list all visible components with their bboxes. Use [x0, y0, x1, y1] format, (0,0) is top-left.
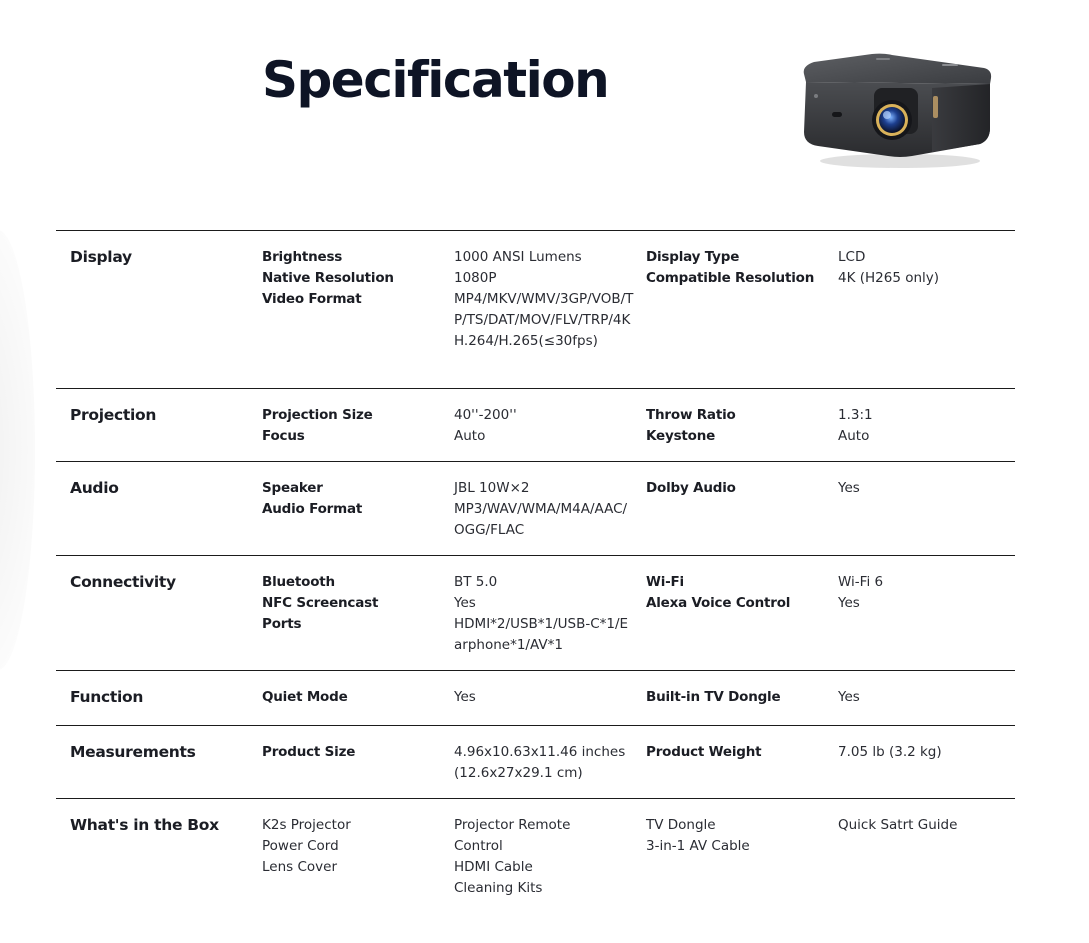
spec-row-measurements — [56, 726, 1015, 799]
spec-label: Audio Format — [262, 501, 363, 517]
box-item: HDMI Cable — [454, 859, 533, 875]
spec-label: Product Size — [262, 744, 356, 760]
category-label: Measurements — [70, 743, 196, 761]
box-items — [454, 815, 646, 909]
spec-labels — [646, 572, 838, 670]
spec-labels — [646, 405, 838, 461]
spec-row-function — [56, 671, 1015, 726]
spec-values — [454, 247, 646, 388]
spec-value: Auto — [838, 428, 870, 444]
spec-labels — [262, 572, 454, 670]
spec-row-projection — [56, 389, 1015, 462]
category-label: Function — [70, 688, 144, 706]
spec-values — [454, 742, 646, 798]
spec-value: HDMI*2/USB*1/USB-C*1/Earphone*1/AV*1 — [454, 616, 629, 653]
spec-values — [454, 572, 646, 670]
spec-row-display — [56, 231, 1015, 389]
box-item: 3-in-1 AV Cable — [646, 838, 750, 854]
spec-label: Brightness — [262, 249, 343, 265]
category-label: Connectivity — [70, 573, 176, 591]
spec-labels — [262, 478, 454, 555]
spec-value: H.264/H.265(≤30fps) — [454, 333, 598, 349]
spec-label: Speaker — [262, 480, 323, 496]
category-label: What's in the Box — [70, 816, 219, 834]
box-item: Power Cord — [262, 838, 339, 854]
spec-labels — [646, 742, 838, 798]
spec-values — [838, 478, 1015, 555]
spec-table — [56, 230, 1015, 909]
spec-label: Throw Ratio — [646, 407, 736, 423]
spec-value: (12.6x27x29.1 cm) — [454, 765, 583, 781]
box-items — [646, 815, 838, 909]
spec-labels — [646, 247, 838, 388]
box-item: TV Dongle — [646, 817, 716, 833]
category-label: Projection — [70, 406, 157, 424]
spec-value: JBL 10W×2 — [454, 480, 530, 496]
spec-value: 1.3:1 — [838, 407, 873, 423]
category-label: Display — [70, 248, 132, 266]
spec-row-in-the-box — [56, 799, 1015, 909]
spec-labels — [646, 687, 838, 725]
spec-label: Dolby Audio — [646, 480, 736, 496]
spec-value: 7.05 lb (3.2 kg) — [838, 744, 942, 760]
box-items — [838, 815, 1015, 909]
spec-label: Wi-Fi — [646, 574, 684, 590]
spec-value: Auto — [454, 428, 486, 444]
spec-value: MP4/MKV/WMV/3GP/VOB/TP/TS/DAT/MOV/FLV/TRP/4K — [454, 291, 634, 328]
box-item: K2s Projector — [262, 817, 351, 833]
page-title: Specification — [262, 51, 609, 109]
spec-labels — [646, 478, 838, 555]
spec-value: Yes — [454, 689, 476, 705]
spec-value: MP3/WAV/WMA/M4A/AAC/OGG/FLAC — [454, 501, 628, 538]
box-item: Projector Remote Control — [454, 817, 571, 854]
spec-value: LCD — [838, 249, 866, 265]
left-edge-shadow — [0, 230, 35, 670]
spec-value: BT 5.0 — [454, 574, 498, 590]
spec-values — [454, 687, 646, 725]
spec-value: Wi-Fi 6 — [838, 574, 884, 590]
spec-label: Product Weight — [646, 744, 762, 760]
spec-values — [838, 572, 1015, 670]
spec-labels — [262, 247, 454, 388]
spec-label: Video Format — [262, 291, 362, 307]
spec-label: Ports — [262, 616, 302, 632]
spec-label: Bluetooth — [262, 574, 335, 590]
spec-value: 40''-200'' — [454, 407, 517, 423]
spec-row-connectivity — [56, 556, 1015, 671]
spec-values — [838, 405, 1015, 461]
spec-row-audio — [56, 462, 1015, 556]
spec-label: Keystone — [646, 428, 716, 444]
category-label: Audio — [70, 479, 119, 497]
spec-label: Alexa Voice Control — [646, 595, 791, 611]
spec-values — [454, 478, 646, 555]
spec-label: Projection Size — [262, 407, 373, 423]
box-item: Lens Cover — [262, 859, 338, 875]
spec-value: Yes — [838, 689, 860, 705]
spec-labels — [262, 687, 454, 725]
spec-labels — [262, 742, 454, 798]
box-items — [262, 815, 454, 909]
spec-label: Compatible Resolution — [646, 270, 815, 286]
spec-label: Display Type — [646, 249, 740, 265]
spec-value: 4.96x10.63x11.46 inches — [454, 744, 626, 760]
spec-value: Yes — [838, 595, 860, 611]
box-item: Cleaning Kits — [454, 880, 543, 896]
spec-value: Yes — [838, 480, 860, 496]
spec-values — [454, 405, 646, 461]
spec-labels — [262, 405, 454, 461]
spec-value: 1080P — [454, 270, 497, 286]
spec-label: Native Resolution — [262, 270, 394, 286]
box-item: Quick Satrt Guide — [838, 817, 958, 833]
spec-value: 4K (H265 only) — [838, 270, 940, 286]
spec-label: Built-in TV Dongle — [646, 689, 781, 705]
spec-label: Focus — [262, 428, 305, 444]
spec-values — [838, 742, 1015, 798]
spec-values — [838, 247, 1015, 388]
spec-values — [838, 687, 1015, 725]
projector-product-image — [792, 48, 997, 173]
spec-label: NFC Screencast — [262, 595, 379, 611]
spec-value: Yes — [454, 595, 476, 611]
spec-label: Quiet Mode — [262, 689, 348, 705]
spec-value: 1000 ANSI Lumens — [454, 249, 582, 265]
